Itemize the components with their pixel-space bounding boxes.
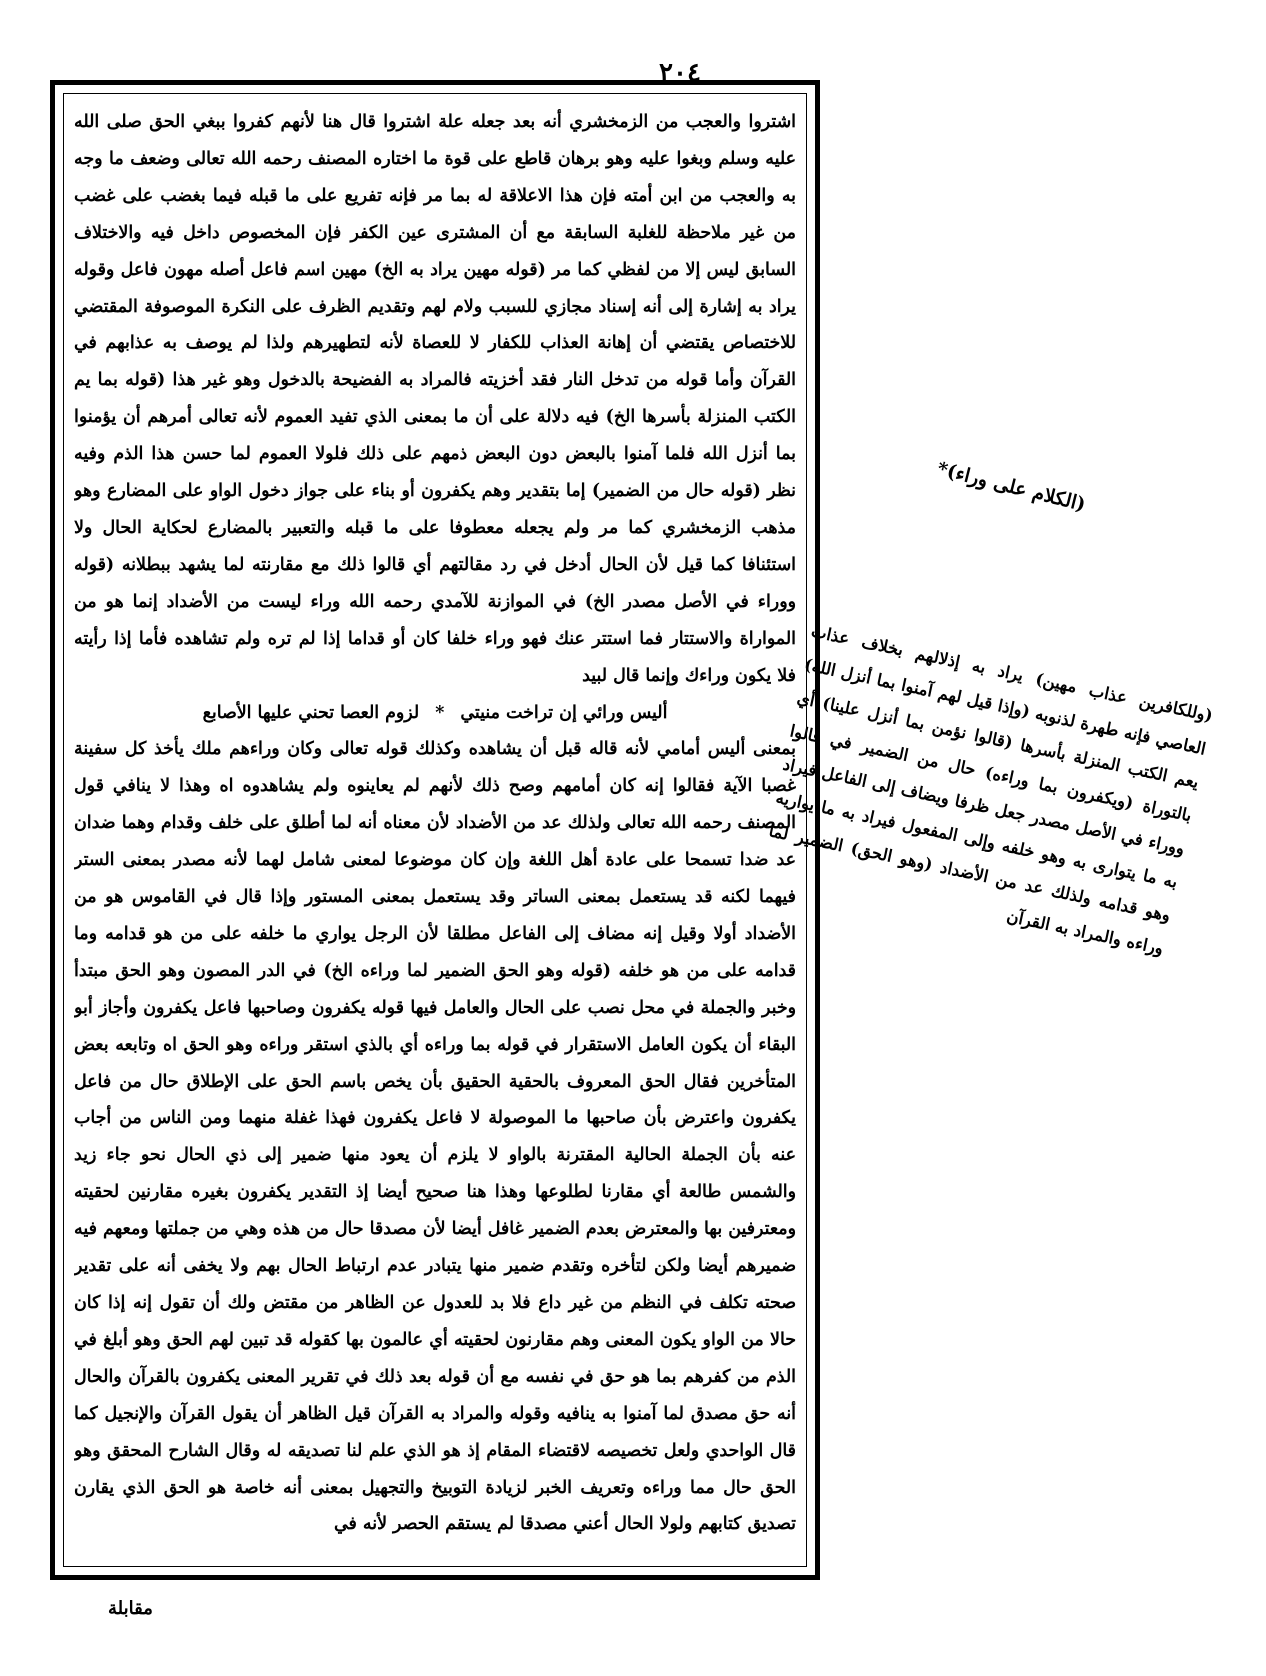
margin-base-text-note: (وللكافرين عذاب مهين) يراد به إذلالهم بخلاف عذاب العاصي فإنه طهرة لذنوبه (وإذا قيل لهم آمنوا بما أنزل الله) يعم الكتب المنزلة بأسرها (قالوا نؤمن بما أنزل علينا) أي بالتوراة (ويكفرون بما وراءه) حال من الضمير في قالوا ووراء في الأصل مصدر جعل ظرفا ويضاف إلى الفاعل فيراد به ما يتوارى به وهو خلفه وإلى المفعول فيراد به ما يواريه وهو قدامه ولذلك عد من الأضداد (وهو الحق) الضمير لما وراءه والمراد به القرآن [767, 621, 1215, 959]
page-number: ٢٠٤ [659, 58, 701, 88]
poetry-verse [74, 695, 796, 732]
commentary-paragraph: اشتروا والعجب من الزمخشري أنه بعد جعله علة اشتروا قال هنا لأنهم كفروا ببغي الحق صلى الله عليه وسلم وبغوا عليه وهو برهان قاطع على قوة ما اختاره المصنف رحمه الله تعالى وضعف ما وجه به والعجب من ابن أمته فإن هذا الاعلاقة له بما مر فإنه تفريع على ما قبله فيما بغضب على غضب من غير ملاحظة للغلبة السابقة مع أن المشترى عين الكفر فإن المخصوص داخل فيه والاختلاف السابق ليس إلا من لفظي كما مر (قوله مهين يراد به الخ) مهين اسم فاعل أصله مهون فاعل وقوله يراد به إشارة إلى أنه إسناد مجازي للسبب ولام لهم وتقديم الظرف على النكرة الموصوفة المقتضي للاختصاص يقتضي أن إهانة العذاب للكفار لا للعصاة لأنه لتطهيرهم ولذا لم يوصف به عذابهم في القرآن وأما قوله من تدخل النار فقد أخزيته فالمراد به الفضيحة بالدخول وهو غير هذا (قوله بما يم الكتب المنزلة بأسرها الخ) فيه دلالة على أن ما بمعنى الذي تفيد العموم لأنه تعالى أمرهم أن يؤمنوا بما أنزل الله فلما آمنوا بالبعض دون البعض ذمهم على ذلك فلولا العموم لما حسن هذا الذم وفيه نظر (قوله حال من الضمير) إما بتقدير وهم يكفرون أو بناء على جواز دخول الواو على المضارع وهو مذهب الزمخشري كما مر ولم يجعله معطوفا على ما قبله والتعبير بالمضارع لحكاية الحال ولا استئنافا كما قيل لأن الحال أدخل في رد مقالتهم أي قالوا ذلك مع مقارنته لما يشهد ببطلانه (قوله ووراء في الأصل مصدر الخ) في الموازنة للآمدي رحمه الله وراء ليست من الأضداد إنما هو من المواراة والاستتار فما استتر عنك فهو وراء خلفا كان أو قداما إذا لم تره ولم تشاهده فأما إذا رأيته فلا يكون وراءك وإنما قال لبيد [74, 112, 796, 686]
verse-separator-star: * [435, 702, 445, 723]
verse-second-hemistich: لزوم العصا تحني عليها الأصابع [202, 702, 420, 723]
main-commentary-text [74, 104, 796, 1560]
catch-word: مقابلة [108, 1598, 153, 1619]
commentary-paragraph: بمعنى أليس أمامي لأنه قاله قبل أن يشاهده وكذلك قوله تعالى وكان وراءهم ملك يأخذ كل سفينة غصبا الآية فقالوا إنه كان أمامهم وصح ذلك لأنهم لم يعاينوه ولم يشاهدوه اه وهذا لا ينافي قول المصنف رحمه الله تعالى ولذلك عد من الأضداد لأن معناه أنه لما أطلق على خلف وقدام وهما ضدان عد ضدا تسمحا على عادة أهل اللغة وإن كان موضوعا لمعنى شامل لهما لأنه مصدر بمعنى الستر فيهما لكنه قد يستعمل بمعنى الساتر وقد يستعمل بمعنى المستور وإذا قال في القاموس هو من الأضداد أولا وقيل إنه مضاف إلى الفاعل مطلقا لأن الرجل يواري ما خلفه على من هو قدامه وما قدامه على من هو خلفه (قوله وهو الحق الضمير لما وراءه الخ) في الدر المصون وهو الحق مبتدأ وخبر والجملة في محل نصب على الحال والعامل فيها قوله يكفرون وصاحبها فاعل يكفرون وأجاز أبو البقاء أن يكون العامل الاستقرار في قوله بما وراءه أي بالذي استقر وراءه وهو الحق اه وتابعه بعض المتأخرين فقال الحق المعروف بالحقية الحقيق بأن يخص باسم الحق على الإطلاق حال من فاعل يكفرون واعترض بأن صاحبها ما الموصولة لا فاعل يكفرون فهذا غفلة منهما ومن الناس من أجاب عنه بأن الجملة الحالية المقترنة بالواو لا يلزم أن يعود منها ضمير إلى ذي الحال نحو جاء زيد والشمس طالعة أي مقارنا لطلوعها وهذا هنا صحيح أيضا إذ التقدير يكفرون بغيره مقارنين لحقيته ومعترفين بها والمعترض بعدم الضمير غافل أيضا لأن مصدقا حال من هذه وهي من جملتها ومعهم فيه ضميرهم أيضا ولكن لتأخره وتقدم ضمير منها يتبادر عدم ارتباط الحال بهم ولا يخفى أنه على تقدير صحته تكلف في النظم من غير داع فلا بد للعدول عن الظاهر من مقتض ولك أن تقول إنه إذا كان حالا من الواو يكون المعنى وهم مقارنون لحقيته أي عالمون بها كقوله قد تبين لهم الحق وهو أبلغ في الذم من كفرهم بما هو حق في نفسه مع أن قوله بعد ذلك في تقرير المعنى يكفرون بالقرآن والحال أنه حق مصدق لما آمنوا به ينافيه وقوله والمراد به القرآن قيل الظاهر أن يقول القرآن والإنجيل كما قال الواحدي ولعل تخصيصه لاقتضاء المقام إذ هو الذي علم لنا تصديقه له وقال الشارح المحقق وهو الحق حال مما وراءه وتعريف الخبر لزيادة التوبيخ والتجهيل بمعنى أنه خاصة هو الحق الذي يقارن تصديق كتابهم ولولا الحال أعني مصدقا لم يستقم الحصر لأنه في [74, 739, 796, 1535]
margin-heading-note: (الكلام على وراء)* [935, 457, 1088, 516]
verse-first-hemistich: أليس ورائي إن تراخت منيتي [460, 702, 668, 723]
